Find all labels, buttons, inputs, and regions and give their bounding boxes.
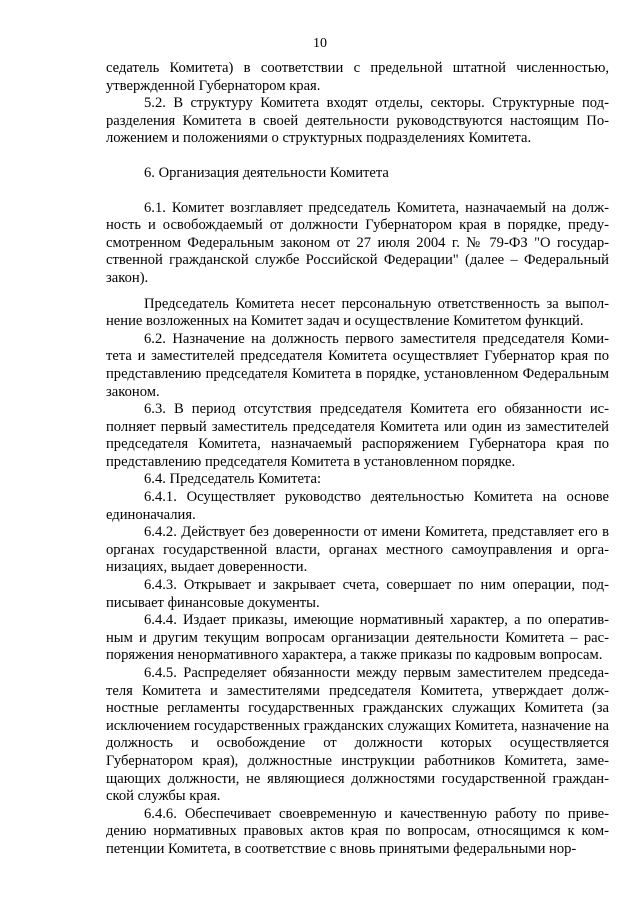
paragraph-6-4-3: 6.4.3. Открывает и закрывает счета, совершает по ним операции, подписывает финансовые документы. <box>106 577 609 611</box>
paragraph-6-4: 6.4. Председатель Комитета: <box>144 471 322 488</box>
paragraph-6-4-5: 6.4.5. Распределяет обязанности между первым заместителем председателя Комитета и заместителями председателя Комитета, утверждает должностные регламенты государственных гражданских служащих Комитета (за исключением государственных гражданских служащих Комитета, назначение на должность и освобождение от должности которых осуществляется Губернатором края), должностные инструкции работников Комитета, замещающих должности, не являющиеся должностями государственной гражданской службы края. <box>106 665 609 805</box>
paragraph-6-4-2: 6.4.2. Действует без доверенности от имени Комитета, представляет его в органах государственной власти, органах местного самоуправления и организациях, выдает доверенности. <box>106 524 609 576</box>
page-number: 10 <box>313 36 327 51</box>
paragraph-6-1: 6.1. Комитет возглавляет председатель Комитета, назначаемый на должность и освобождаемый от должности Губернатором края в порядке, предусмотренном Федеральным законом от 27 июля 2004 г. № 79-ФЗ "О государственной гражданской службе Российской Федерации" (далее – Федеральный закон). <box>106 199 609 286</box>
paragraph-6-2: 6.2. Назначение на должность первого заместителя председателя Комитета и заместителей председателя Комитета осуществляет Губернатор края по представлению председателя Комитета в порядке, установленном Федеральным законом. <box>106 330 609 400</box>
paragraph-6-3: 6.3. В период отсутствия председателя Комитета его обязанности исполняет первый заместитель председателя Комитета или один из заместителей председателя Комитета, назначаемый распоряжением Губернатора края по представлению председателя Комитета в установленном порядке. <box>106 401 609 470</box>
paragraph-chairman-responsibility: Председатель Комитета несет персональную ответственность за выполнение возложенных на Комитет задач и осуществление Комитетом функций. <box>106 295 609 330</box>
paragraph-6-4-6: 6.4.6. Обеспечивает своевременную и качественную работу по приведению нормативных правовых актов края по вопросам, относящимся к компетенции Комитета, в соответствие с вновь принятыми федеральными нор- <box>106 805 609 857</box>
paragraph-continuation: седатель Комитета) в соответствии с предельной штатной численностью, утвержденной Губернатором края. <box>106 60 609 94</box>
section-heading-6: 6. Организация деятельности Комитета <box>144 164 389 181</box>
paragraph-6-4-1: 6.4.1. Осуществляет руководство деятельностью Комитета на основе единоначалия. <box>106 489 609 523</box>
paragraph-6-4-4: 6.4.4. Издает приказы, имеющие нормативный характер, а по оперативным и другим текущим вопросам организации деятельности Комитета – распоряжения ненормативного характера, а также приказы по кадровым вопросам. <box>106 612 609 664</box>
document-body <box>106 60 609 859</box>
paragraph-5-2: 5.2. В структуру Комитета входят отделы, секторы. Структурные подразделения Комитета в своей деятельности руководствуются настоящим Положением и положениями о структурных подразделениях Комитета. <box>106 95 609 147</box>
